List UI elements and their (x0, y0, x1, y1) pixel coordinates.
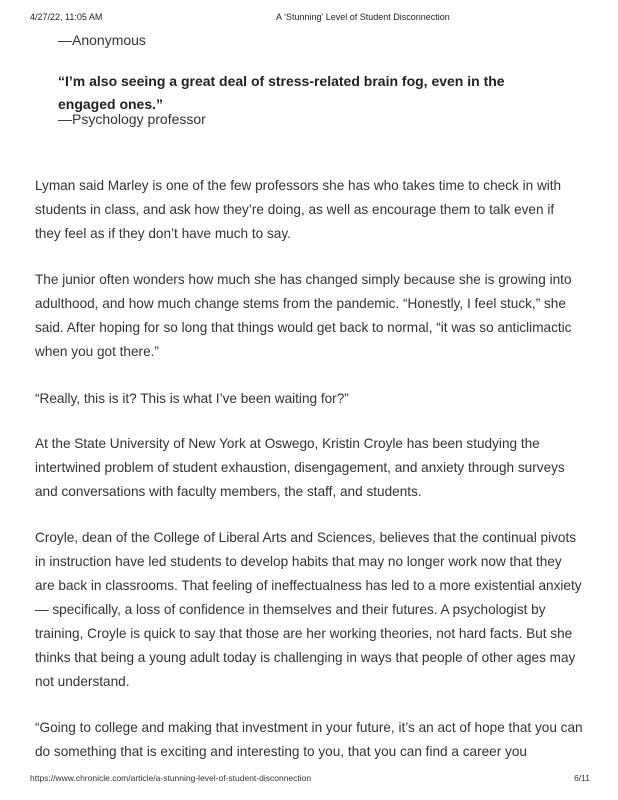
print-date: 4/27/22, 11:05 AM (30, 12, 103, 22)
article-paragraph: Croyle, dean of the College of Liberal Arts and Sciences, believes that the continual pivots in instruction have led students to develop habits that may no longer work now that they are back in classrooms. That feeling of ineffectualness has led to a more existential anxiety — specifically, a loss of confidence in themselves and their futures. A psychologist by training, Croyle is quick to say that those are her working theories, not hard facts. But she thinks that being a young adult today is challenging in ways that people of other ages may not understand. (35, 530, 582, 689)
page-number: 6/11 (574, 773, 590, 783)
quote-attribution-professor: —Psychology professor (58, 111, 206, 127)
article-paragraph: “Going to college and making that investment in your future, it’s an act of hope that you can do something that is exciting and interesting to you, that you can find a career you (35, 720, 583, 759)
print-header (0, 12, 618, 26)
article-paragraph: At the State University of New York at Oswego, Kristin Croyle has been studying the intertwined problem of student exhaustion, disengagement, and anxiety through surveys and conversations with faculty members, the staff, and students. (35, 436, 565, 499)
print-url: https://www.chronicle.com/article/a-stunning-level-of-student-disconnection (30, 773, 312, 783)
article-paragraph: “Really, this is it? This is what I’ve been waiting for?” (35, 391, 349, 406)
print-title: A ‘Stunning’ Level of Student Disconnection (276, 12, 450, 22)
article-paragraph: The junior often wonders how much she has changed simply because she is growing into adulthood, and how much change stems from the pandemic. “Honestly, I feel stuck,” she said. After hoping for so long that things would get back to normal, “it was so anticlimactic when you got there.” (35, 272, 572, 359)
article-paragraph: Lyman said Marley is one of the few professors she has who takes time to check in with students in class, and ask how they’re doing, as well as encourage them to talk even if they feel as if they don’t have much to say. (35, 178, 562, 241)
quote-attribution-anonymous: —Anonymous (58, 32, 146, 48)
print-footer (0, 773, 618, 787)
pull-quote-text: “I’m also seeing a great deal of stress-related brain fog, even in the engaged ones.” (58, 73, 505, 112)
